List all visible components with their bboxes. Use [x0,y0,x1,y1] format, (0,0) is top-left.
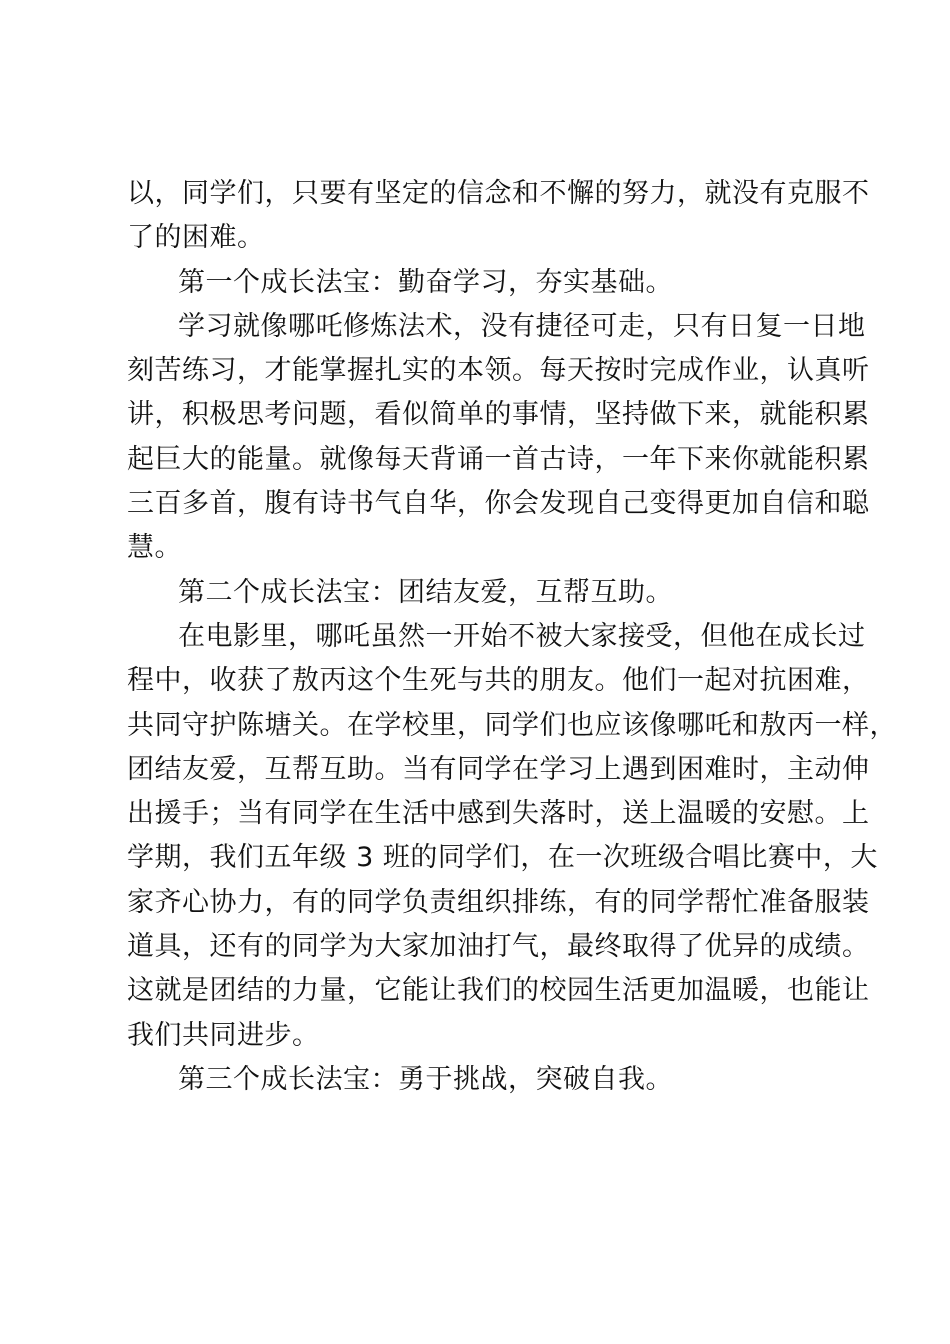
section-heading-3: 第三个成长法宝：勇于挑战，突破自我。 [178,1063,673,1095]
text-line: 共同守护陈塘关。在学校里，同学们也应该像哪吒和敖丙一样， [127,709,897,741]
text-line: 在电影里，哪吒虽然一开始不被大家接受，但他在成长过 [178,620,866,652]
text-line: 家齐心协力，有的同学负责组织排练，有的同学帮忙准备服装 [127,886,870,918]
text-line: 刻苦练习，才能掌握扎实的本领。每天按时完成作业，认真听 [127,355,870,387]
text-line: 讲，积极思考问题，看似简单的事情，坚持做下来，就能积累 [127,399,870,431]
text-line: 起巨大的能量。就像每天背诵一首古诗，一年下来你就能积累 [127,443,870,475]
text-line: 出援手；当有同学在生活中感到失落时，送上温暖的安慰。上 [127,798,870,830]
text-line: 程中，收获了敖丙这个生死与共的朋友。他们一起对抗困难， [127,665,870,697]
text-line: 学习就像哪吒修炼法术，没有捷径可走，只有日复一日地 [178,310,866,342]
section-heading-1: 第一个成长法宝：勤奋学习，夯实基础。 [178,266,673,298]
body-text [127,172,897,1102]
text-line: 我们共同进步。 [127,1019,320,1051]
text-line: 学期，我们五年级 3 班的同学们，在一次班级合唱比赛中，大 [127,842,878,874]
text-line: 以，同学们，只要有坚定的信念和不懈的努力，就没有克服不 [127,178,870,209]
text-line: 慧。 [127,532,182,564]
section-heading-2: 第二个成长法宝：团结友爱，互帮互助。 [178,576,673,608]
text-line: 道具，还有的同学为大家加油打气，最终取得了优异的成绩。 [127,931,870,963]
text-line: 三百多首，腹有诗书气自华，你会发现自己变得更加自信和聪 [127,488,870,520]
text-line: 这就是团结的力量，它能让我们的校园生活更加温暖，也能让 [127,975,870,1007]
text-line: 了的困难。 [127,222,265,254]
text-line: 团结友爱，互帮互助。当有同学在学习上遇到困难时，主动伸 [127,753,870,785]
